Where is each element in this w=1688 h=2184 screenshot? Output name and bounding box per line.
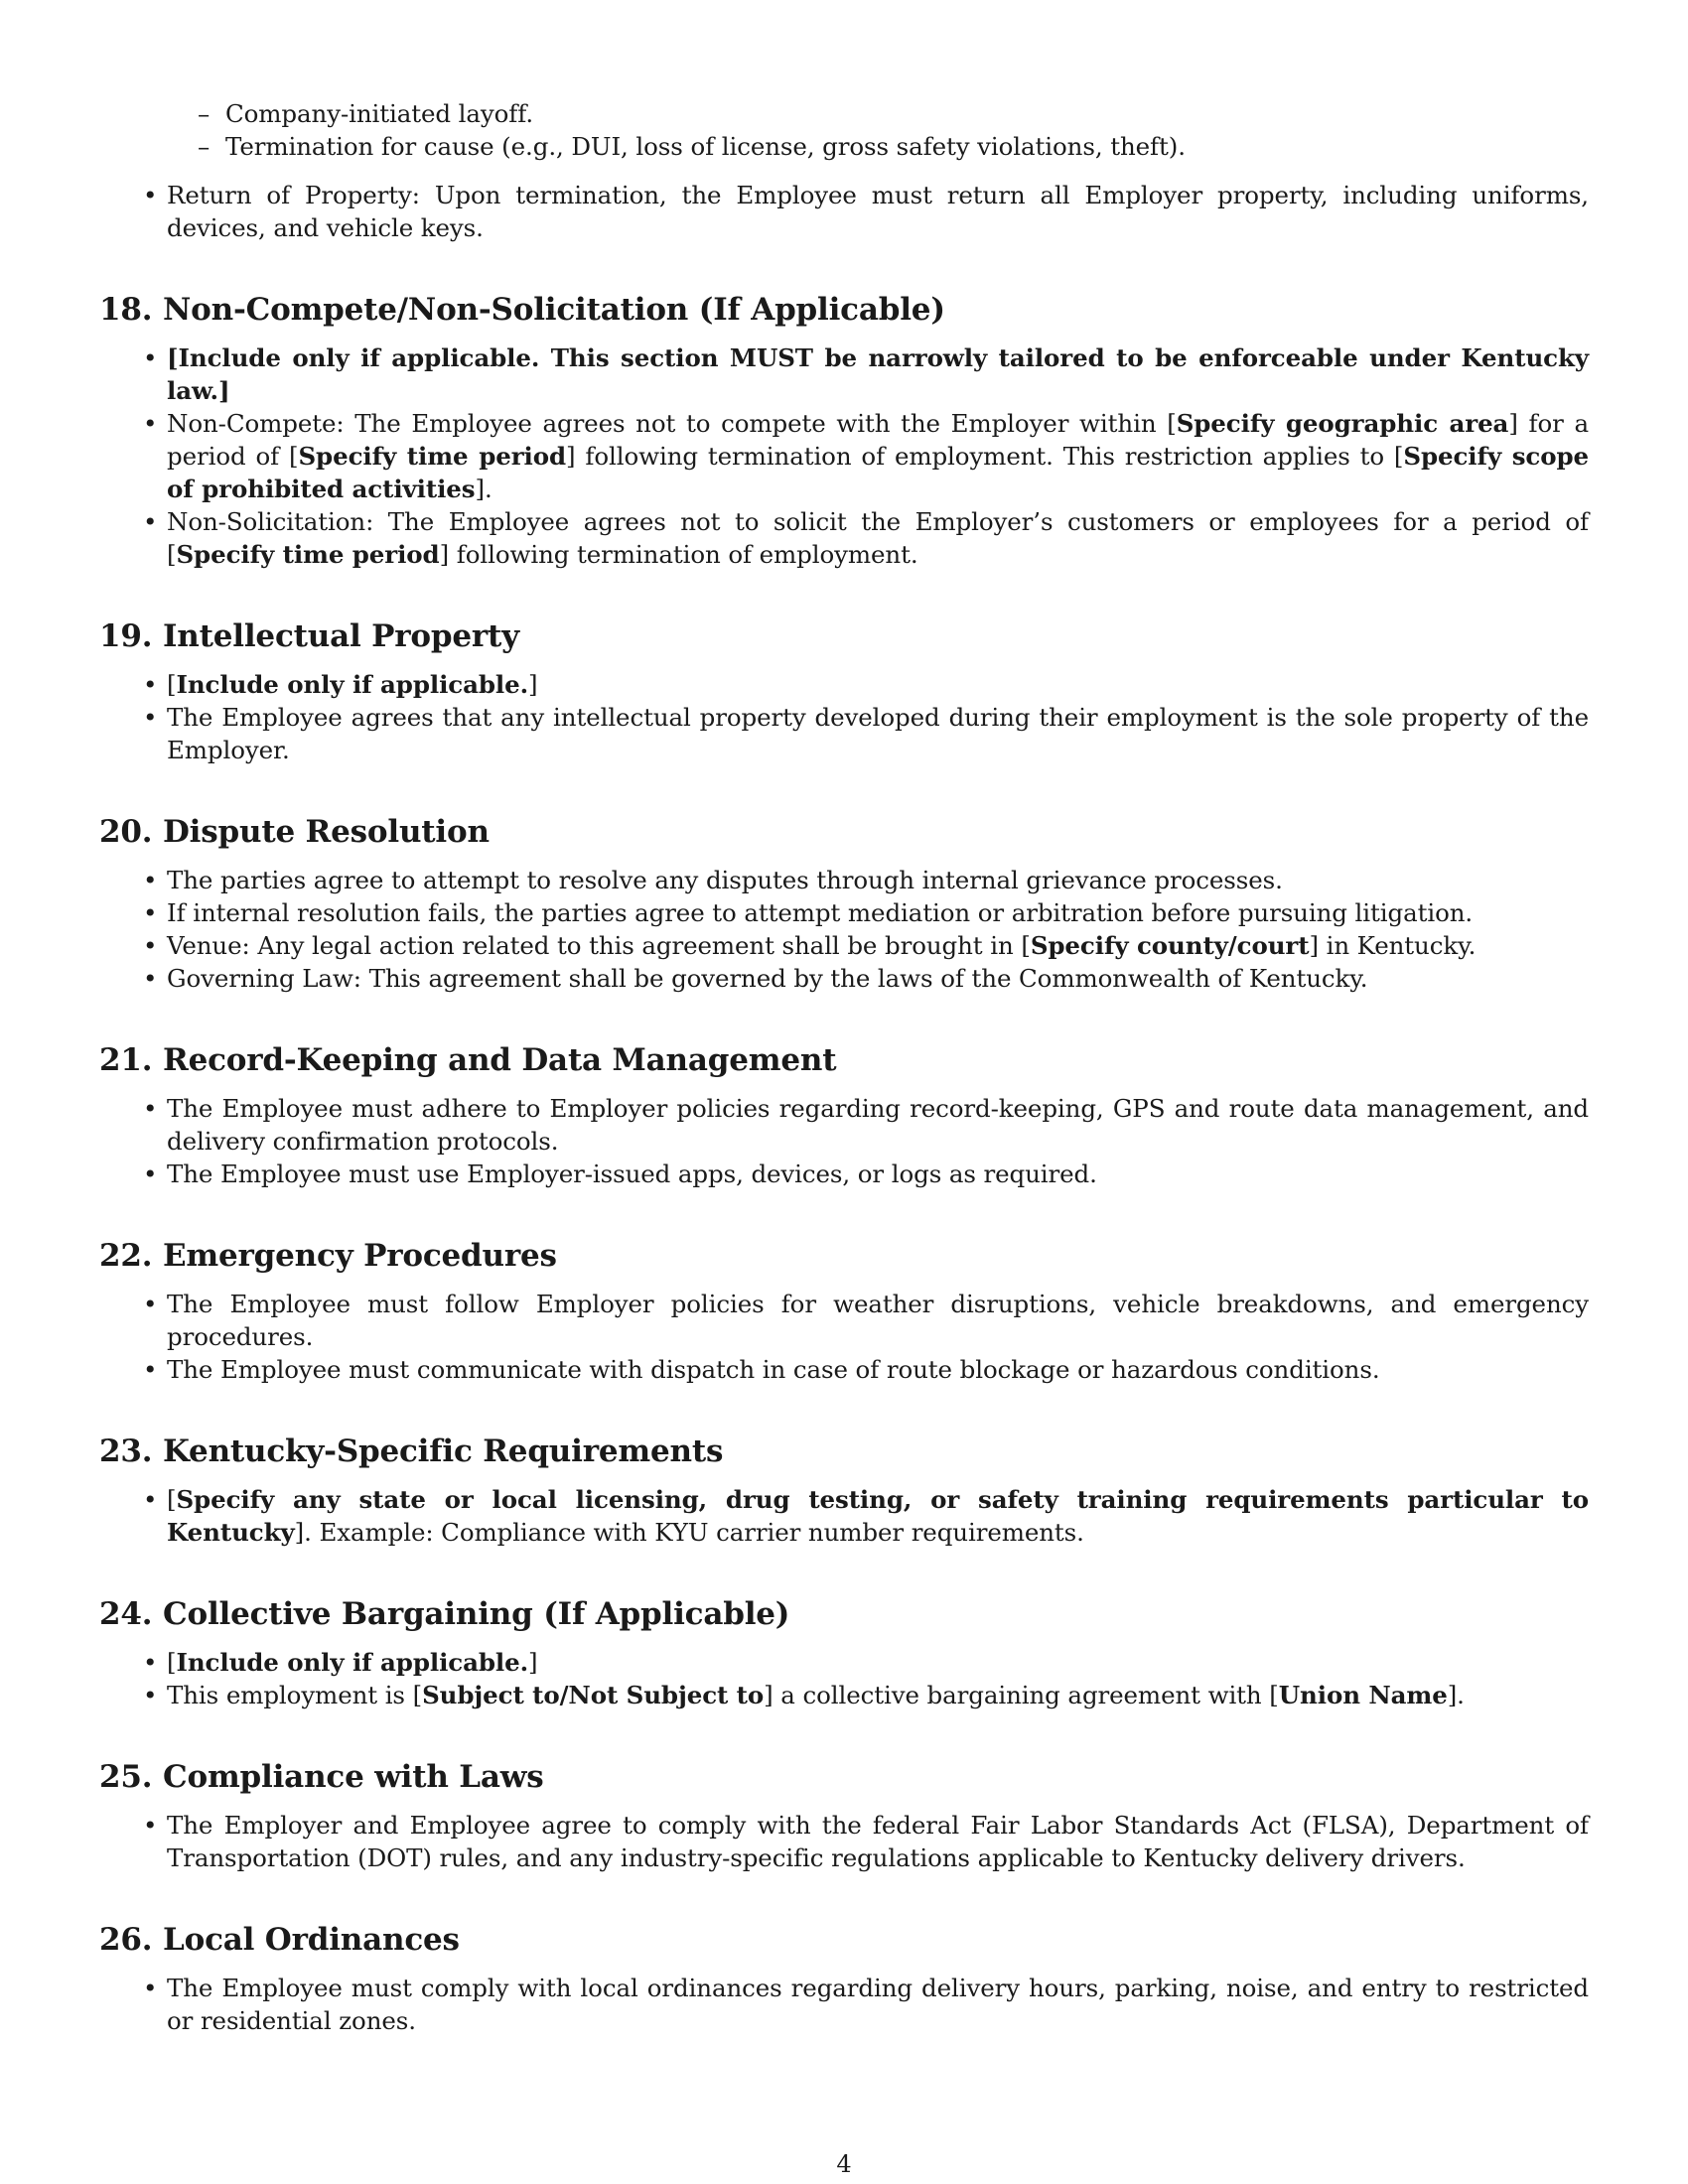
list-item: • The Employee agrees that any intellectual property developed during their employment is the sole property of the Employer. [167,701,1589,766]
section-19 [99,616,1589,766]
list-item: • The Employee must communicate with dispatch in case of route blockage or hazardous conditions. [167,1353,1589,1386]
list-item: • [Specify any state or local licensing, drug testing, or safety training requirements particular to Kentucky]. Example: Compliance with KYU carrier number requirements. [167,1483,1589,1549]
list-item: • The Employee must use Employer-issued apps, devices, or logs as required. [167,1158,1589,1190]
section-26 [99,1920,1589,2037]
list-item: • The Employer and Employee agree to comply with the federal Fair Labor Standards Act (FLSA), Department of Transportation (DOT) rules, and any industry-specific regulations applicable to Kentucky delivery drivers. [167,1809,1589,1874]
termination-sub-list [225,97,1589,163]
section-24 [99,1594,1589,1711]
section-bullets [167,1809,1589,1874]
section-bullets [167,1288,1589,1386]
list-item: • Non-Compete: The Employee agrees not to compete with the Employer within [Specify geographic area] for a period of [Specify time period] following termination of employment. This restriction applies to [Specify scope of prohibited activities]. [167,407,1589,505]
section-heading: 21. Record-Keeping and Data Management [99,1042,837,1078]
section-20 [99,812,1589,995]
section-21 [99,1040,1589,1190]
list-item: • Governing Law: This agreement shall be governed by the laws of the Commonwealth of Kentucky. [167,962,1589,995]
section-heading: 24. Collective Bargaining (If Applicable) [99,1596,790,1632]
section-heading: 19. Intellectual Property [99,618,519,654]
section-bullets [167,1646,1589,1711]
section-heading: 23. Kentucky-Specific Requirements [99,1433,724,1469]
list-item: • The Employee must comply with local ordinances regarding delivery hours, parking, noise, and entry to restricted or residential zones. [167,1972,1589,2037]
list-item: • [Include only if applicable.] [167,668,1589,701]
list-item: • The Employee must follow Employer policies for weather disruptions, vehicle breakdowns, and emergency procedures. [167,1288,1589,1353]
list-item: • [Include only if applicable. This section MUST be narrowly tailored to be enforceable under Kentucky law.] [167,341,1589,407]
list-item: • If internal resolution fails, the parties agree to attempt mediation or arbitration before pursuing litigation. [167,896,1589,929]
list-item: • Venue: Any legal action related to this agreement shall be brought in [Specify county/court] in Kentucky. [167,929,1589,962]
section-bullets [167,668,1589,766]
return-of-property-list [167,179,1589,244]
list-item: • Return of Property: Upon termination, the Employee must return all Employer property, including uniforms, devices, and vehicle keys. [167,179,1589,244]
list-item: – Company-initiated layoff. [225,97,1589,130]
list-item: – Termination for cause (e.g., DUI, loss of license, gross safety violations, theft). [225,130,1589,163]
page-number: 4 [836,2150,852,2178]
list-item: • The Employee must adhere to Employer policies regarding record-keeping, GPS and route data management, and delivery confirmation protocols. [167,1092,1589,1158]
section-heading: 20. Dispute Resolution [99,814,490,850]
section-bullets [167,864,1589,995]
list-item: • Non-Solicitation: The Employee agrees not to solicit the Employer’s customers or employees for a period of [Specify time period] following termination of employment. [167,505,1589,571]
section-bullets [167,1972,1589,2037]
section-25 [99,1757,1589,1874]
section-heading: 25. Compliance with Laws [99,1759,544,1795]
list-item: • This employment is [Subject to/Not Subject to] a collective bargaining agreement with [Union Name]. [167,1679,1589,1711]
list-item: • [Include only if applicable.] [167,1646,1589,1679]
section-23 [99,1432,1589,1549]
section-bullets [167,1483,1589,1549]
section-18 [99,290,1589,571]
section-heading: 18. Non-Compete/Non-Solicitation (If Applicable) [99,292,945,328]
section-22 [99,1236,1589,1386]
section-bullets [167,1092,1589,1190]
page-content [99,97,1589,2037]
section-heading: 26. Local Ordinances [99,1922,460,1958]
section-heading: 22. Emergency Procedures [99,1238,557,1274]
list-item: • The parties agree to attempt to resolve any disputes through internal grievance processes. [167,864,1589,896]
section-bullets [167,341,1589,571]
